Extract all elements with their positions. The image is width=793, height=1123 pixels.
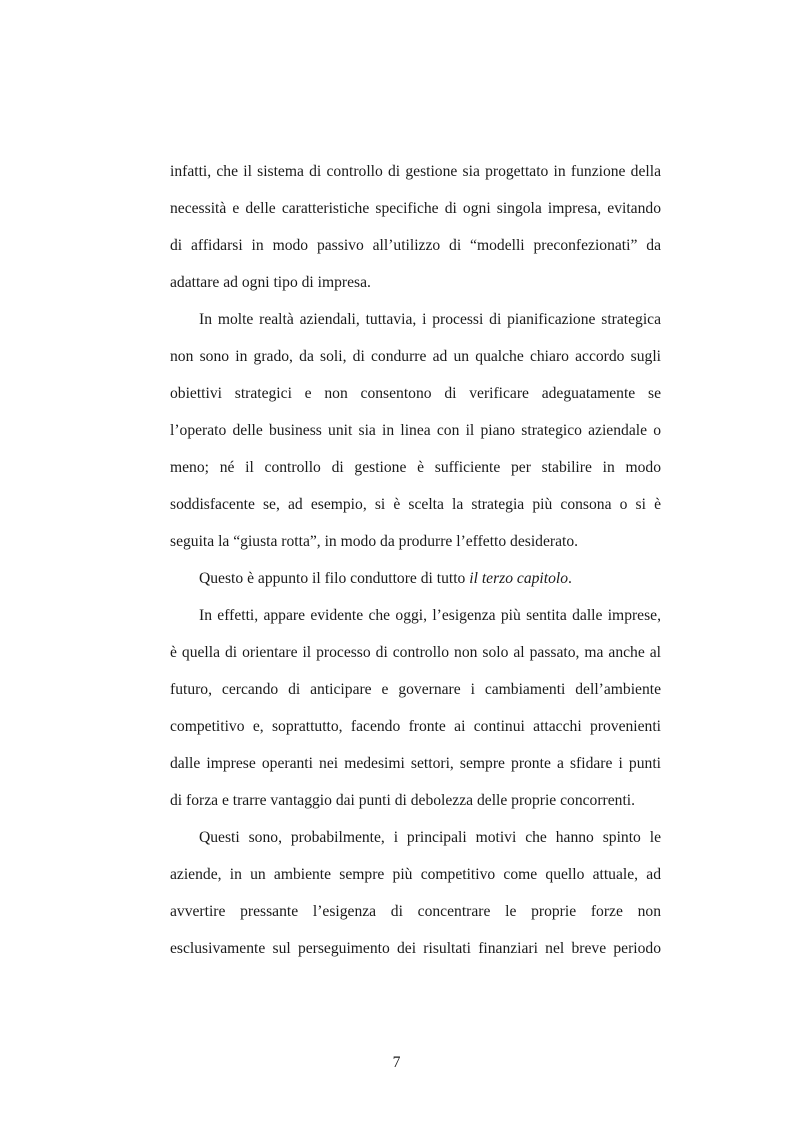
text-line: futuro, cercando di anticipare e governare i cambiamenti dell’ambiente [170,681,661,698]
text-line: Questi sono, probabilmente, i principali motivi che hanno spinto le [199,829,661,846]
text-line: esclusivamente sul perseguimento dei risultati finanziari nel breve periodo [170,940,661,957]
text-line: non sono in grado, da soli, di condurre ad un qualche chiaro accordo sugli [170,348,661,365]
text-line: l’operato delle business unit sia in linea con il piano strategico aziendale o [170,422,661,439]
page-number: 7 [392,1054,401,1071]
paragraph-4 [170,597,661,819]
text-line: di forza e trarre vantaggio dai punti di debolezza delle proprie concorrenti. [170,792,636,809]
text-line: infatti, che il sistema di controllo di gestione sia progettato in funzione della [170,163,661,180]
text-line: meno; né il controllo di gestione è sufficiente per stabilire in modo [170,459,661,476]
body-text [170,153,661,967]
text-line: In molte realtà aziendali, tuttavia, i processi di pianificazione strategica [199,311,661,328]
text-line: dalle imprese operanti nei medesimi settori, sempre pronte a sfidare i punti [170,755,661,772]
text-line: obiettivi strategici e non consentono di verificare adeguatamente se [170,385,661,402]
paragraph-3-emphasis: il terzo capitolo [469,570,569,587]
text-line: avvertire pressante l’esigenza di concentrare le proprie forze non [170,903,661,920]
text-line: aziende, in un ambiente sempre più competitivo come quello attuale, ad [170,866,661,883]
text-line: necessità e delle caratteristiche specifiche di ogni singola impresa, evitando [170,200,661,217]
paragraph-5 [170,819,661,967]
text-line: di affidarsi in modo passivo all’utilizzo di “modelli preconfezionati” da [170,237,661,254]
paragraph-3-prefix: Questo è appunto il filo conduttore di tutto [199,570,470,587]
paragraph-3-suffix: . [568,570,572,587]
text-line: seguita la “giusta rotta”, in modo da produrre l’effetto desiderato. [170,533,579,550]
paragraph-1 [170,153,661,301]
paragraph-3 [170,560,661,597]
text-line [170,560,661,597]
paragraph-2 [170,301,661,560]
text-line: competitivo e, soprattutto, facendo fronte ai continui attacchi provenienti [170,718,661,735]
text-line: In effetti, appare evidente che oggi, l’esigenza più sentita dalle imprese, [199,607,661,624]
text-line: adattare ad ogni tipo di impresa. [170,274,371,291]
text-line: soddisfacente se, ad esempio, si è scelta la strategia più consona o si è [170,496,661,513]
text-line: è quella di orientare il processo di controllo non solo al passato, ma anche al [170,644,661,661]
